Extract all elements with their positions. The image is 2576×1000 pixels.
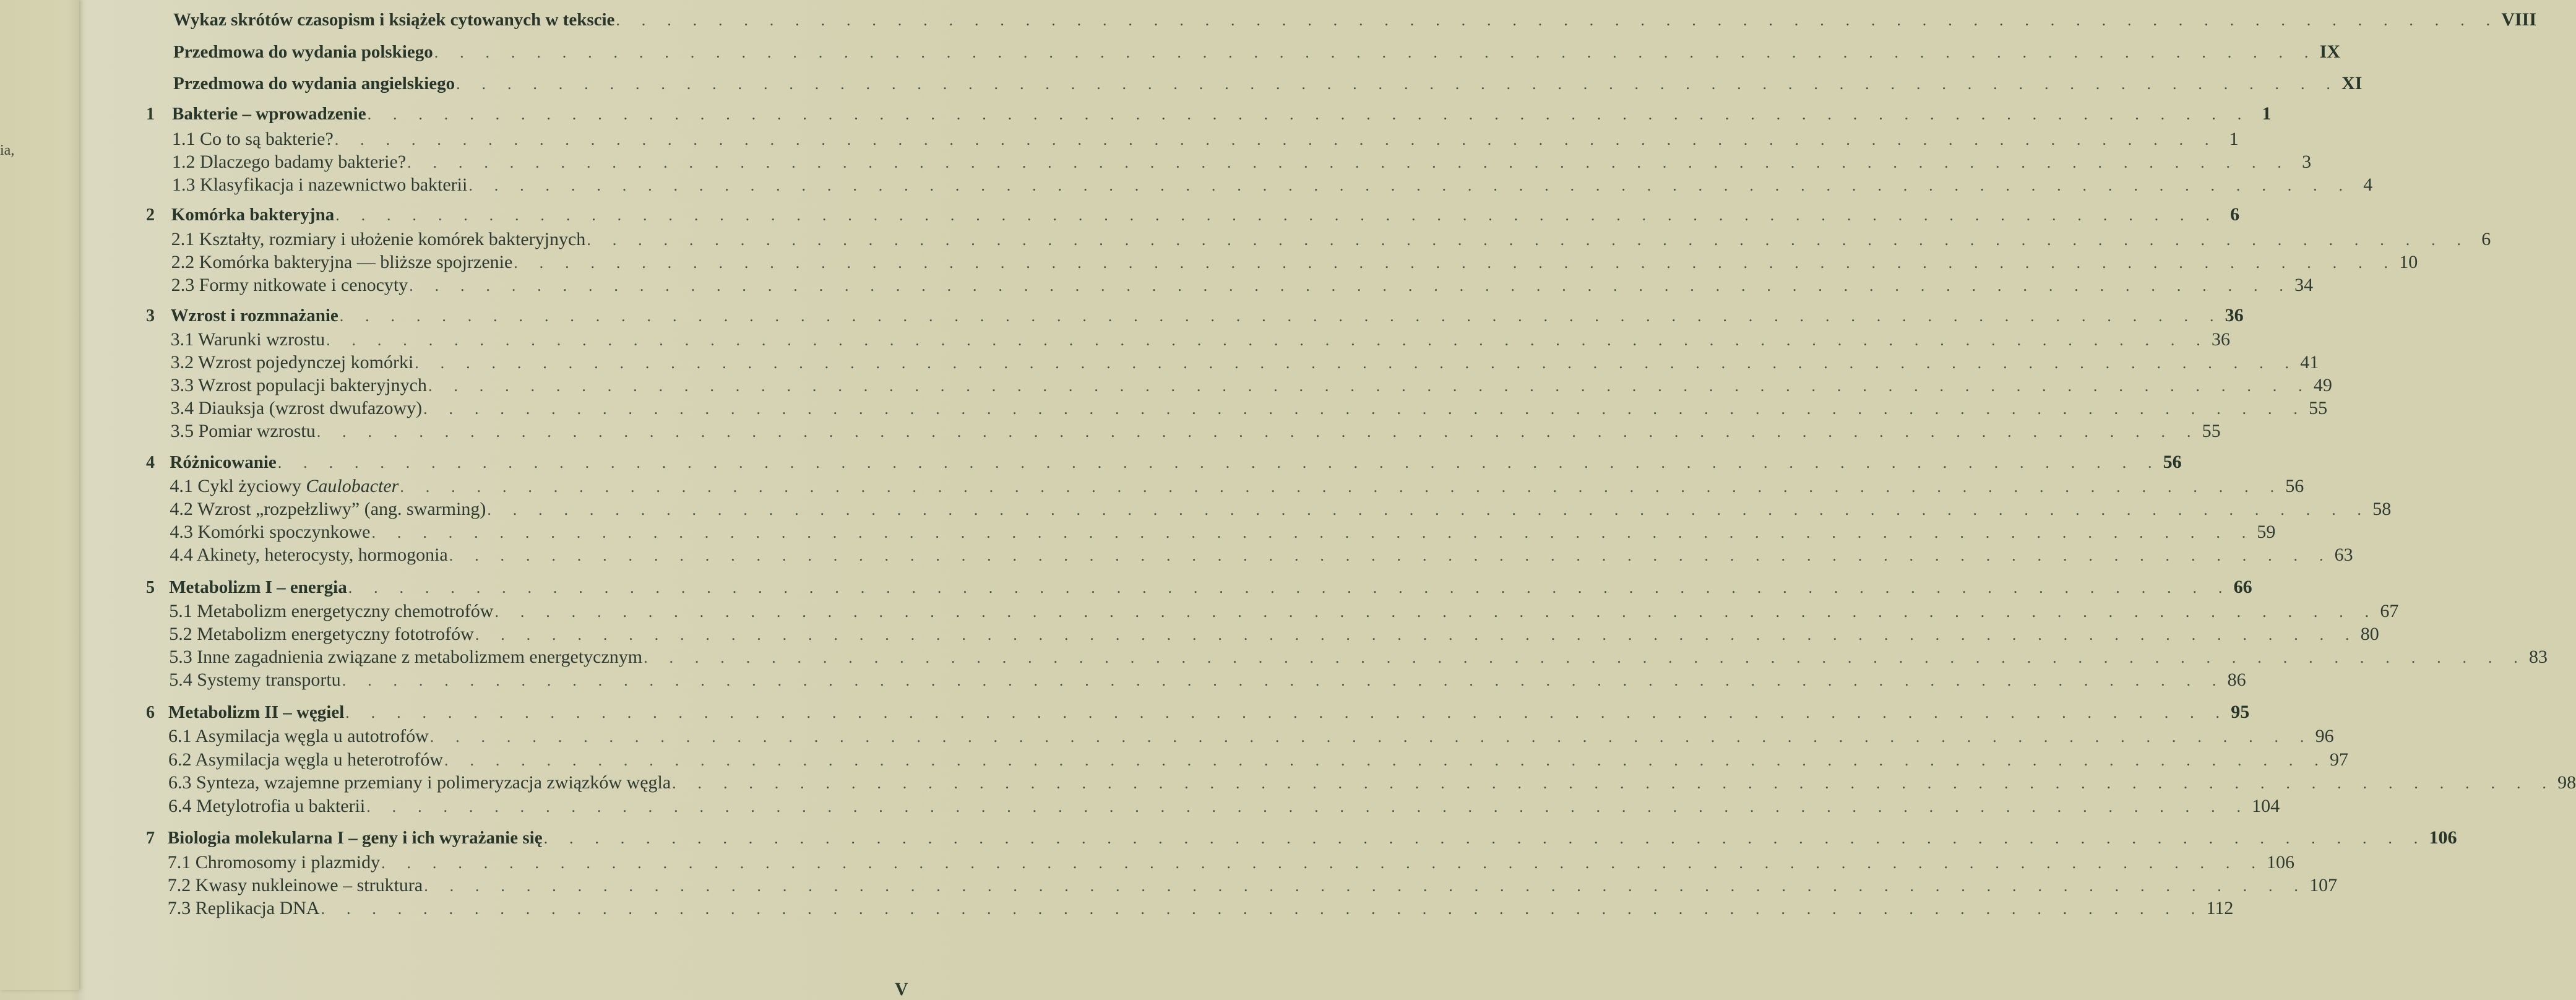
toc-chapter-entry[interactable]: [0, 103, 2272, 128]
toc-section-entry[interactable]: [0, 398, 2328, 423]
toc-section-entry[interactable]: [0, 421, 2221, 446]
left-page-text-fragment: ia,: [0, 142, 15, 158]
entry-page-number: 36: [2212, 329, 2230, 350]
entry-title: [169, 670, 341, 691]
chapter-number: 6: [146, 703, 155, 722]
entry-title-text: Metabolizm II – węgiel: [168, 702, 345, 722]
entry-page-number: 112: [2206, 898, 2234, 918]
entry-title: [168, 726, 429, 747]
entry-page-number: 56: [2285, 476, 2304, 496]
entry-page-number: 107: [2309, 875, 2338, 895]
chapter-number: 7: [146, 829, 155, 848]
dot-leader: . . . . . . . . . . . . . . . . . . . . . . . . . . . . . . . . . . . . . . . . . . . . . . . . . . . . . . . . . . . . . . . . . . . . . . . . . .: [334, 131, 2218, 149]
entry-title-text: 3.5 Pomiar wzrostu: [170, 421, 316, 441]
entry-title-bold: [173, 42, 433, 62]
entry-title-text: 5.1 Metabolizm energetyczny chemotrofów: [169, 601, 494, 621]
chapter-number: 5: [146, 578, 155, 597]
toc-section-entry[interactable]: [0, 522, 2276, 546]
dot-leader: . . . . . . . . . . . . . . . . . . . . . . . . . . . . . . . . . . . . . . . . . . . . . . . . . . . . . . . . . . . . . . . . . . . . . . . . . .: [543, 829, 2427, 847]
entry-title-text: 3.3 Wzrost populacji bakteryjnych: [170, 375, 427, 395]
entry-title-text: Wykaz skrótów czasopism i książek cytowanych w tekscie: [173, 10, 615, 30]
toc-front-matter-entry[interactable]: [0, 73, 2363, 98]
entry-title: [170, 499, 486, 520]
entry-page-number: 63: [2334, 545, 2353, 565]
dot-leader: . . . . . . . . . . . . . . . . . . . . . . . . . . . . . . . . . . . . . . . . . . . . . . . . . . . . . . . . . . . . . . . . . . . . . . . . . .: [514, 254, 2397, 272]
entry-page-number: 1: [2229, 129, 2239, 149]
entry-title-text: 3.4 Diauksja (wzrost dwufazowy): [170, 398, 423, 418]
entry-title: [169, 601, 493, 622]
toc-section-entry[interactable]: [0, 129, 2239, 153]
dot-leader: . . . . . . . . . . . . . . . . . . . . . . . . . . . . . . . . . . . . . . . . . . . . . . . . . . . . . . . . . . . . . . . . . . . . . . . . . .: [371, 524, 2255, 541]
entry-title-text: 4.3 Komórki spoczynkowe: [170, 522, 371, 542]
toc-section-entry[interactable]: [0, 772, 2576, 797]
entry-title: [172, 129, 334, 150]
entry-page-number: 96: [2315, 726, 2334, 746]
dot-leader: . . . . . . . . . . . . . . . . . . . . . . . . . . . . . . . . . . . . . . . . . . . . . . . . . . . . . . . . . . . . . . . . . . . . . . . . . .: [400, 478, 2283, 496]
dot-leader: . . . . . . . . . . . . . . . . . . . . . . . . . . . . . . . . . . . . . . . . . . . . . . . . . . . . . . . . . . . . . . . . . . . . . . . . . .: [409, 277, 2293, 295]
entry-title-bold: [171, 306, 338, 326]
entry-page-number: 3: [2302, 152, 2312, 172]
entry-page-number: 98: [2557, 772, 2576, 793]
entry-page-number: XI: [2341, 73, 2363, 93]
dot-leader: . . . . . . . . . . . . . . . . . . . . . . . . . . . . . . . . . . . . . . . . . . . . . . . . . . . . . . . . . . . . . . . . . . . . . . . . . .: [366, 798, 2250, 816]
entry-title: [169, 624, 474, 645]
dot-leader: . . . . . . . . . . . . . . . . . . . . . . . . . . . . . . . . . . . . . . . . . . . . . . . . . . . . . . . . . . . . . . . . . . . . . . . . . .: [342, 671, 2225, 689]
entry-title-bold: [173, 74, 455, 94]
toc-front-matter-entry[interactable]: [0, 9, 2537, 34]
entry-title: [171, 275, 408, 296]
entry-title: [168, 875, 423, 896]
toc-section-entry[interactable]: [0, 152, 2312, 176]
dot-leader: . . . . . . . . . . . . . . . . . . . . . . . . . . . . . . . . . . . . . . . . . . . . . . . . . . . . . . . . . . . . . . . . . . . . . . . . . .: [367, 105, 2251, 123]
toc-chapter-entry[interactable]: [0, 452, 2182, 476]
entry-title: [171, 375, 427, 396]
dot-leader: . . . . . . . . . . . . . . . . . . . . . . . . . . . . . . . . . . . . . . . . . . . . . . . . . . . . . . . . . . . . . . . . . . . . . . . . . .: [348, 579, 2231, 597]
entry-page-number: 55: [2202, 421, 2221, 441]
entry-title-text: 1.2 Dlaczego badamy bakterie?: [172, 152, 407, 172]
entry-page-number: 36: [2225, 305, 2244, 325]
toc-section-entry[interactable]: [0, 670, 2246, 694]
entry-title: [172, 175, 467, 196]
dot-leader: . . . . . . . . . . . . . . . . . . . . . . . . . . . . . . . . . . . . . . . . . . . . . . . . . . . . . . . . . . . . . . . . . . . . . . . . . .: [423, 400, 2307, 418]
entry-page-number: 97: [2329, 749, 2348, 770]
dot-leader: . . . . . . . . . . . . . . . . . . . . . . . . . . . . . . . . . . . . . . . . . . . . . . . . . . . . . . . . . . . . . . . . . . . . . . . . . .: [475, 626, 2358, 644]
entry-page-number: VIII: [2501, 9, 2537, 30]
entry-title-text: Metabolizm I – energia: [169, 577, 347, 597]
entry-title-text: 7.2 Kwasy nukleinowe – struktura: [167, 875, 423, 895]
entry-title-bold: [171, 205, 334, 225]
dot-leader: . . . . . . . . . . . . . . . . . . . . . . . . . . . . . . . . . . . . . . . . . . . . . . . . . . . . . . . . . . . . . . . . . . . . . . . . . .: [428, 377, 2311, 395]
entry-title-text: Wzrost i rozmnażanie: [170, 306, 338, 325]
toc-section-entry[interactable]: [0, 252, 2418, 277]
toc-chapter-entry[interactable]: [0, 827, 2457, 852]
entry-page-number: 80: [2360, 624, 2379, 644]
dot-leader: . . . . . . . . . . . . . . . . . . . . . . . . . . . . . . . . . . . . . . . . . . . . . . . . . . . . . . . . . . . . . . . . . . . . . . . . . .: [321, 900, 2204, 918]
toc-front-matter-entry[interactable]: [0, 41, 2340, 66]
dot-leader: . . . . . . . . . . . . . . . . . . . . . . . . . . . . . . . . . . . . . . . . . . . . . . . . . . . . . . . . . . . . . . . . . . . . . . . . . .: [487, 501, 2371, 519]
dot-leader: . . . . . . . . . . . . . . . . . . . . . . . . . . . . . . . . . . . . . . . . . . . . . . . . . . . . . . . . . . . . . . . . . . . . . . . . . .: [434, 43, 2317, 61]
entry-title-text: 6.4 Metylotrofia u bakterii: [168, 796, 366, 816]
entry-title-bold: [168, 828, 543, 848]
chapter-number: 2: [146, 205, 155, 225]
entry-title: [168, 852, 380, 873]
entry-title-text: 3.2 Wzrost pojedynczej komórki: [170, 352, 414, 373]
entry-title: [172, 152, 406, 173]
dot-leader: . . . . . . . . . . . . . . . . . . . . . . . . . . . . . . . . . . . . . . . . . . . . . . . . . . . . . . . . . . . . . . . . . . . . . . . . . .: [345, 704, 2229, 722]
chapter-number: 4: [146, 453, 155, 472]
toc-section-entry[interactable]: [0, 749, 2348, 774]
chapter-number: 1: [146, 105, 155, 124]
entry-title-text: 6.3 Synteza, wzajemne przemiany i polimeryzacja związków węgla: [168, 772, 671, 793]
dot-leader: . . . . . . . . . . . . . . . . . . . . . . . . . . . . . . . . . . . . . . . . . . . . . . . . . . . . . . . . . . . . . . . . . . . . . . . . . .: [587, 231, 2470, 249]
dot-leader: . . . . . . . . . . . . . . . . . . . . . . . . . . . . . . . . . . . . . . . . . . . . . . . . . . . . . . . . . . . . . . . . . . . . . . . . . .: [415, 354, 2298, 372]
dot-leader: . . . . . . . . . . . . . . . . . . . . . . . . . . . . . . . . . . . . . . . . . . . . . . . . . . . . . . . . . . . . . . . . . . . . . . . . . .: [407, 153, 2291, 171]
entry-title-text: Komórka bakteryjna: [171, 205, 335, 225]
toc-section-entry[interactable]: [0, 175, 2373, 199]
entry-page-number: 106: [2429, 827, 2457, 848]
dot-leader: . . . . . . . . . . . . . . . . . . . . . . . . . . . . . . . . . . . . . . . . . . . . . . . . . . . . . . . . . . . . . . . . . . . . . . . . . .: [644, 649, 2527, 666]
toc-section-entry[interactable]: [0, 796, 2280, 821]
entry-title-text: 1.3 Klasyfikacja i nazewnictwo bakterii: [172, 175, 468, 195]
chapter-number: 3: [146, 306, 155, 325]
entry-page-number: 6: [2230, 204, 2240, 225]
entry-page-number: 95: [2231, 702, 2250, 722]
toc-chapter-entry[interactable]: [0, 305, 2244, 330]
entry-title-text: 7.3 Replikacja DNA: [167, 898, 320, 918]
dot-leader: . . . . . . . . . . . . . . . . . . . . . . . . . . . . . . . . . . . . . . . . . . . . . . . . . . . . . . . . . . . . . . . . . . . . . . . . . .: [429, 728, 2313, 746]
entry-title-text: 2.2 Komórka bakteryjna — bliższe spojrzenie: [171, 252, 513, 272]
dot-leader: . . . . . . . . . . . . . . . . . . . . . . . . . . . . . . . . . . . . . . . . . . . . . . . . . . . . . . . . . . . . . . . . . . . . . . . . . .: [616, 11, 2499, 29]
entry-title-text: Różnicowanie: [170, 452, 277, 472]
entry-title-text: 1.1 Co to są bakterie?: [172, 129, 334, 149]
entry-title-text: Bakterie – wprowadzenie: [172, 104, 366, 124]
entry-page-number: 10: [2399, 252, 2418, 272]
toc-section-entry[interactable]: [0, 624, 2379, 649]
toc-section-entry[interactable]: [0, 375, 2332, 400]
entry-page-number: 49: [2313, 375, 2332, 395]
toc-section-entry[interactable]: [0, 647, 2548, 671]
entry-title-bold: [170, 452, 276, 473]
entry-page-number: 56: [2163, 452, 2182, 472]
toc-section-entry[interactable]: [0, 275, 2314, 300]
entry-page-number: 41: [2300, 352, 2319, 373]
entry-title: [171, 329, 325, 350]
toc-section-entry[interactable]: [0, 229, 2491, 254]
entry-page-number: 1: [2262, 103, 2272, 124]
entry-title: [171, 229, 586, 250]
toc-section-entry[interactable]: [0, 352, 2319, 377]
entry-title-bold: [173, 10, 614, 30]
entry-title-text: 2.3 Formy nitkowate i cenocyty: [171, 275, 408, 295]
entry-page-number: 6: [2481, 229, 2491, 249]
entry-title-bold: [172, 104, 366, 124]
entry-title-text: 2.1 Kształty, rozmiary i ułożenie komórek bakteryjnych: [171, 229, 586, 249]
toc-section-entry[interactable]: [0, 852, 2295, 877]
toc-chapter-entry[interactable]: [0, 702, 2250, 726]
dot-leader: . . . . . . . . . . . . . . . . . . . . . . . . . . . . . . . . . . . . . . . . . . . . . . . . . . . . . . . . . . . . . . . . . . . . . . . . . .: [672, 774, 2556, 792]
entry-title-text: 4.4 Akinety, heterocysty, hormogonia: [170, 545, 448, 565]
entry-title-text: 6.2 Asymilacja węgla u heterotrofów: [168, 749, 444, 770]
entry-page-number: 106: [2267, 852, 2295, 873]
dot-leader: . . . . . . . . . . . . . . . . . . . . . . . . . . . . . . . . . . . . . . . . . . . . . . . . . . . . . . . . . . . . . . . . . . . . . . . . . .: [277, 454, 2161, 472]
entry-page-number: 86: [2227, 670, 2246, 690]
entry-page-number: 66: [2233, 577, 2252, 597]
entry-page-number: 55: [2309, 398, 2328, 418]
entry-title: [170, 545, 447, 566]
toc-chapter-entry[interactable]: [0, 204, 2240, 229]
dot-leader: . . . . . . . . . . . . . . . . . . . . . . . . . . . . . . . . . . . . . . . . . . . . . . . . . . . . . . . . . . . . . . . . . . . . . . . . . .: [316, 423, 2200, 441]
entry-title-text: Przedmowa do wydania angielskiego: [173, 74, 455, 93]
toc-section-entry[interactable]: [0, 329, 2230, 354]
entry-title: [171, 352, 414, 373]
entry-page-number: 4: [2363, 175, 2373, 195]
entry-title-text: 4.2 Wzrost „rozpełzliwy” (ang. swarming): [170, 499, 486, 519]
entry-title: [168, 749, 443, 770]
entry-title: [170, 476, 398, 497]
toc-section-entry[interactable]: [0, 726, 2334, 751]
entry-title-text: 7.1 Chromosomy i plazmidy: [167, 852, 381, 873]
dot-leader: . . . . . . . . . . . . . . . . . . . . . . . . . . . . . . . . . . . . . . . . . . . . . . . . . . . . . . . . . . . . . . . . . . . . . . . . . .: [468, 176, 2352, 194]
entry-title-text: 6.1 Asymilacja węgla u autotrofów: [168, 726, 429, 746]
entry-page-number: IX: [2319, 41, 2340, 62]
dot-leader: . . . . . . . . . . . . . . . . . . . . . . . . . . . . . . . . . . . . . . . . . . . . . . . . . . . . . . . . . . . . . . . . . . . . . . . . . .: [381, 854, 2265, 872]
dot-leader: . . . . . . . . . . . . . . . . . . . . . . . . . . . . . . . . . . . . . . . . . . . . . . . . . . . . . . . . . . . . . . . . . . . . . . . . . .: [335, 206, 2219, 224]
entry-title-bold: [168, 702, 344, 723]
toc-chapter-entry[interactable]: [0, 577, 2252, 601]
entry-title-text: Przedmowa do wydania polskiego: [173, 42, 433, 62]
entry-title: [168, 772, 671, 793]
dot-leader: . . . . . . . . . . . . . . . . . . . . . . . . . . . . . . . . . . . . . . . . . . . . . . . . . . . . . . . . . . . . . . . . . . . . . . . . . .: [326, 331, 2209, 349]
entry-title-text: 5.4 Systemy transportu: [169, 670, 341, 690]
entry-title-text: 5.2 Metabolizm energetyczny fototrofów: [169, 624, 474, 644]
entry-title: [171, 398, 423, 419]
toc-section-entry[interactable]: [0, 476, 2304, 501]
dot-leader: . . . . . . . . . . . . . . . . . . . . . . . . . . . . . . . . . . . . . . . . . . . . . . . . . . . . . . . . . . . . . . . . . . . . . . . . . .: [494, 603, 2378, 621]
dot-leader: . . . . . . . . . . . . . . . . . . . . . . . . . . . . . . . . . . . . . . . . . . . . . . . . . . . . . . . . . . . . . . . . . . . . . . . . . .: [449, 546, 2332, 564]
entry-title-text: 5.3 Inne zagadnienia związane z metabolizmem energetycznym: [169, 647, 643, 667]
toc-section-entry[interactable]: [0, 875, 2338, 900]
entry-title-text: Biologia molekularna I – geny i ich wyrażanie się: [167, 828, 543, 848]
entry-title: [170, 522, 370, 543]
dot-leader: . . . . . . . . . . . . . . . . . . . . . . . . . . . . . . . . . . . . . . . . . . . . . . . . . . . . . . . . . . . . . . . . . . . . . . . . . .: [444, 751, 2327, 769]
dot-leader: . . . . . . . . . . . . . . . . . . . . . . . . . . . . . . . . . . . . . . . . . . . . . . . . . . . . . . . . . . . . . . . . . . . . . . . . . .: [339, 307, 2223, 325]
entry-title-text: 4.1 Cykl życiowy: [170, 476, 306, 496]
entry-page-number: 59: [2257, 522, 2276, 542]
toc-section-entry[interactable]: [0, 601, 2399, 626]
entry-title-italic: Caulobacter: [306, 476, 399, 496]
page-number-folio: V: [895, 979, 908, 999]
entry-title: [168, 796, 365, 817]
entry-title: [171, 252, 512, 273]
dot-leader: . . . . . . . . . . . . . . . . . . . . . . . . . . . . . . . . . . . . . . . . . . . . . . . . . . . . . . . . . . . . . . . . . . . . . . . . . .: [424, 877, 2307, 895]
entry-page-number: 104: [2252, 796, 2280, 816]
entry-page-number: 58: [2372, 499, 2392, 519]
entry-title: [168, 898, 320, 919]
entry-title: [171, 421, 316, 442]
entry-title-bold: [169, 577, 347, 598]
entry-page-number: 83: [2529, 647, 2548, 667]
entry-title-text: 3.1 Warunki wzrostu: [170, 329, 325, 350]
entry-title: [169, 647, 642, 668]
toc-section-entry[interactable]: [0, 545, 2353, 569]
entry-page-number: 34: [2294, 275, 2314, 295]
entry-page-number: 67: [2380, 601, 2399, 621]
dot-leader: . . . . . . . . . . . . . . . . . . . . . . . . . . . . . . . . . . . . . . . . . . . . . . . . . . . . . . . . . . . . . . . . . . . . . . . . . .: [456, 75, 2340, 93]
toc-section-entry[interactable]: [0, 499, 2392, 524]
toc-section-entry[interactable]: [0, 898, 2234, 923]
